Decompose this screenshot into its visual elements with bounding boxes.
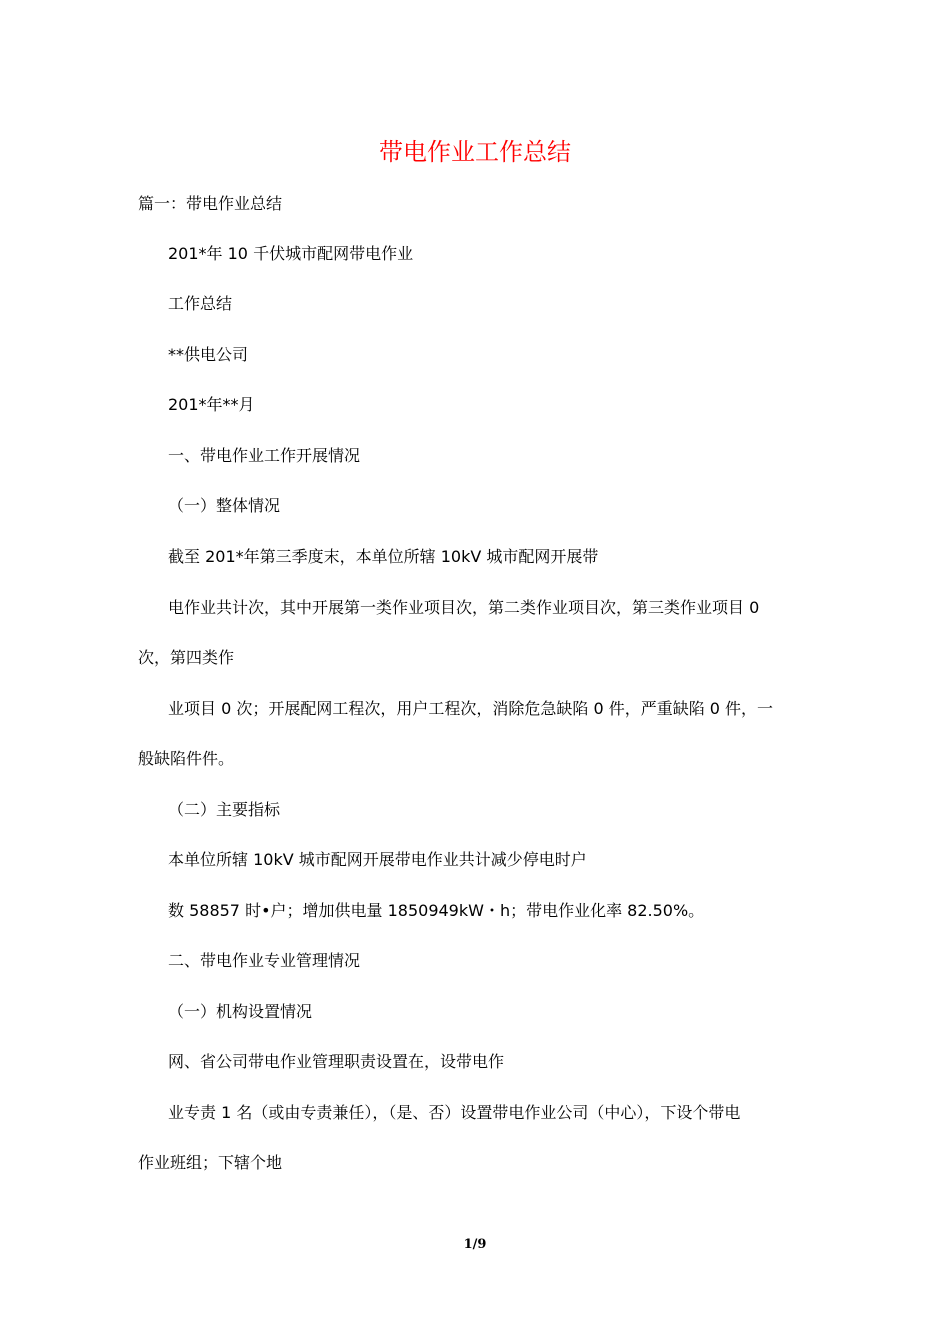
text-line: 业专责 1 名（或由专责兼任），（是、否）设置带电作业公司（中心），下设个带电 bbox=[168, 1103, 741, 1122]
section-heading-part-one: 篇一：带电作业总结 bbox=[138, 194, 283, 213]
subsection-heading: （二）主要指标 bbox=[168, 800, 281, 819]
text-line: 工作总结 bbox=[168, 294, 233, 313]
text-line: 201*年 10 千伏城市配网带电作业 bbox=[168, 244, 414, 263]
text-line: 本单位所辖 10kV 城市配网开展带电作业共计减少停电时户 bbox=[168, 850, 587, 869]
text-line: 作业班组；下辖个地 bbox=[138, 1153, 283, 1172]
text-line: 业项目 0 次；开展配网工程次，用户工程次，消除危急缺陷 0 件，严重缺陷 0 件，一 bbox=[168, 699, 774, 718]
section-heading: 二、带电作业专业管理情况 bbox=[168, 951, 361, 970]
subsection-heading: （一）机构设置情况 bbox=[168, 1002, 313, 1021]
section-heading: 一、带电作业工作开展情况 bbox=[168, 446, 361, 465]
text-line: 201*年**月 bbox=[168, 395, 255, 414]
page-number: 1/9 bbox=[463, 1237, 487, 1252]
subsection-heading: （一）整体情况 bbox=[168, 496, 281, 515]
text-line: 截至 201*年第三季度末，本单位所辖 10kV 城市配网开展带 bbox=[168, 547, 599, 566]
document-title: 带电作业工作总结 bbox=[379, 138, 571, 166]
text-line: **供电公司 bbox=[168, 345, 249, 364]
text-line: 般缺陷件件。 bbox=[138, 749, 235, 768]
text-line: 电作业共计次，其中开展第一类作业项目次，第二类作业项目次，第三类作业项目 0 bbox=[168, 598, 760, 617]
text-line: 数 58857 时•户；增加供电量 1850949kW・h；带电作业化率 82.50%。 bbox=[168, 901, 705, 920]
text-line: 次，第四类作 bbox=[138, 648, 235, 667]
text-line: 网、省公司带电作业管理职责设置在，设带电作 bbox=[168, 1052, 505, 1071]
